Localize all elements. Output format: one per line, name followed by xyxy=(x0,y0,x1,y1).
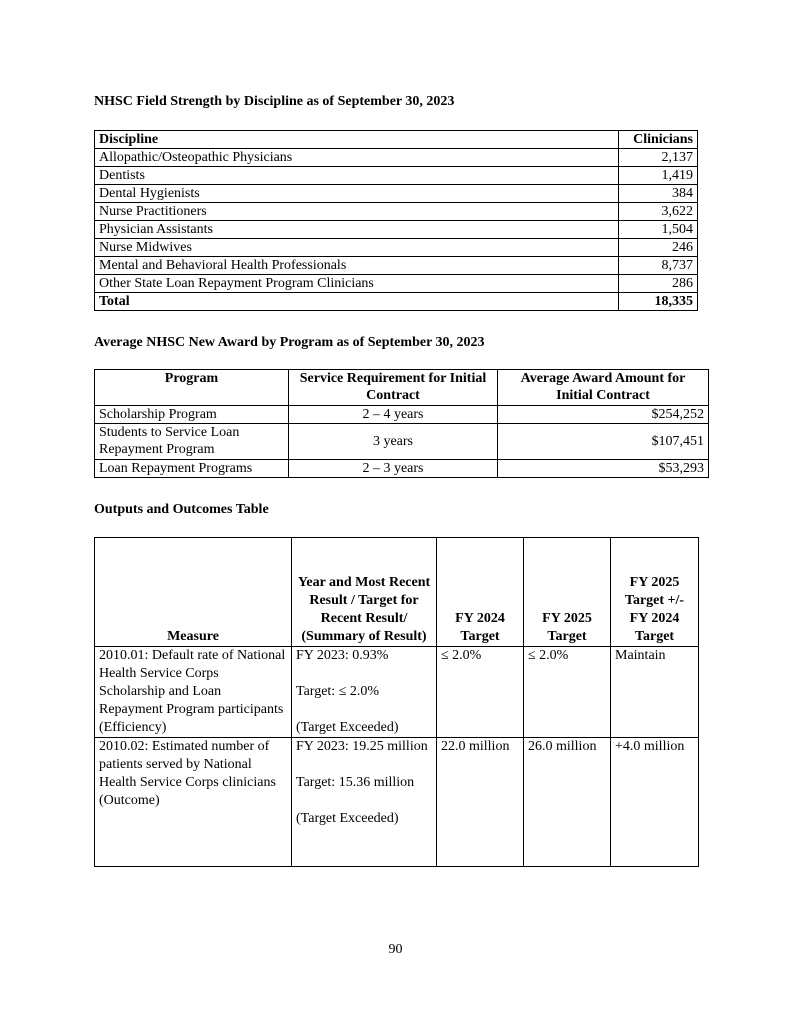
service-cell: 3 years xyxy=(289,424,498,460)
table-header-row xyxy=(95,538,699,647)
column-header-service: Service Requirement for Initial Contract xyxy=(289,370,498,406)
table-row xyxy=(95,221,698,239)
page-number: 90 xyxy=(388,942,403,957)
result-target: Target: 15.36 million xyxy=(296,775,415,790)
column-header-measure: Measure xyxy=(95,538,292,647)
discipline-cell: Other State Loan Repayment Program Clinicians xyxy=(95,275,619,293)
program-cell: Scholarship Program xyxy=(95,406,289,424)
column-header-amount: Average Award Amount for Initial Contract xyxy=(498,370,709,406)
column-header-result: Year and Most Recent Result / Target for Recent Result/ (Summary of Result) xyxy=(292,538,437,647)
table-row xyxy=(95,257,698,275)
measure-cell: 2010.02: Estimated number of patients served by National Health Service Corps clinicians (Outcome) xyxy=(95,738,292,867)
field-strength-table xyxy=(94,130,698,311)
discipline-cell: Mental and Behavioral Health Professionals xyxy=(95,257,619,275)
result-summary: (Target Exceeded) xyxy=(296,811,399,826)
fy2024-cell: 22.0 million xyxy=(437,738,524,867)
discipline-cell: Allopathic/Osteopathic Physicians xyxy=(95,149,619,167)
discipline-cell: Physician Assistants xyxy=(95,221,619,239)
service-cell: 2 – 3 years xyxy=(289,460,498,478)
column-header-fy2025: FY 2025 Target xyxy=(524,538,611,647)
table-row xyxy=(95,738,699,867)
table-row xyxy=(95,406,709,424)
amount-cell: $254,252 xyxy=(498,406,709,424)
fy2025-cell: 26.0 million xyxy=(524,738,611,867)
table-row xyxy=(95,167,698,185)
section2-heading: Average NHSC New Award by Program as of September 30, 2023 xyxy=(94,335,485,350)
outputs-outcomes-table xyxy=(94,537,699,867)
fy2024-cell: ≤ 2.0% xyxy=(437,647,524,738)
column-header-diff: FY 2025 Target +/- FY 2024 Target xyxy=(611,538,699,647)
total-label: Total xyxy=(95,293,619,311)
table-header-row xyxy=(95,131,698,149)
program-cell: Students to Service Loan Repayment Program xyxy=(95,424,289,460)
clinicians-cell: 2,137 xyxy=(619,149,698,167)
table-header-row xyxy=(95,370,709,406)
clinicians-cell: 246 xyxy=(619,239,698,257)
result-summary: (Target Exceeded) xyxy=(296,720,399,735)
discipline-cell: Dental Hygienists xyxy=(95,185,619,203)
table-row xyxy=(95,149,698,167)
table-row xyxy=(95,185,698,203)
result-target: Target: ≤ 2.0% xyxy=(296,684,380,699)
clinicians-cell: 384 xyxy=(619,185,698,203)
total-value: 18,335 xyxy=(619,293,698,311)
table-row xyxy=(95,239,698,257)
section3-heading: Outputs and Outcomes Table xyxy=(94,502,269,517)
clinicians-cell: 1,504 xyxy=(619,221,698,239)
discipline-cell: Dentists xyxy=(95,167,619,185)
result-cell xyxy=(292,738,437,867)
result-cell xyxy=(292,647,437,738)
amount-cell: $53,293 xyxy=(498,460,709,478)
diff-cell: +4.0 million xyxy=(611,738,699,867)
discipline-cell: Nurse Practitioners xyxy=(95,203,619,221)
column-header-fy2024: FY 2024 Target xyxy=(437,538,524,647)
result-line: FY 2023: 19.25 million xyxy=(296,739,428,754)
clinicians-cell: 3,622 xyxy=(619,203,698,221)
program-cell: Loan Repayment Programs xyxy=(95,460,289,478)
amount-cell: $107,451 xyxy=(498,424,709,460)
clinicians-cell: 1,419 xyxy=(619,167,698,185)
discipline-cell: Nurse Midwives xyxy=(95,239,619,257)
clinicians-cell: 286 xyxy=(619,275,698,293)
total-row xyxy=(95,293,698,311)
table-row xyxy=(95,460,709,478)
table-row xyxy=(95,647,699,738)
column-header-program: Program xyxy=(95,370,289,406)
diff-cell: Maintain xyxy=(611,647,699,738)
section1-heading: NHSC Field Strength by Discipline as of September 30, 2023 xyxy=(94,94,455,109)
table-row xyxy=(95,424,709,460)
measure-cell: 2010.01: Default rate of National Health Service Corps Scholarship and Loan Repayment Program participants (Efficiency) xyxy=(95,647,292,738)
award-table xyxy=(94,369,709,478)
clinicians-cell: 8,737 xyxy=(619,257,698,275)
table-row xyxy=(95,203,698,221)
service-cell: 2 – 4 years xyxy=(289,406,498,424)
fy2025-cell: ≤ 2.0% xyxy=(524,647,611,738)
table-row xyxy=(95,275,698,293)
result-line: FY 2023: 0.93% xyxy=(296,648,389,663)
column-header-clinicians: Clinicians xyxy=(619,131,698,149)
column-header-discipline: Discipline xyxy=(95,131,619,149)
